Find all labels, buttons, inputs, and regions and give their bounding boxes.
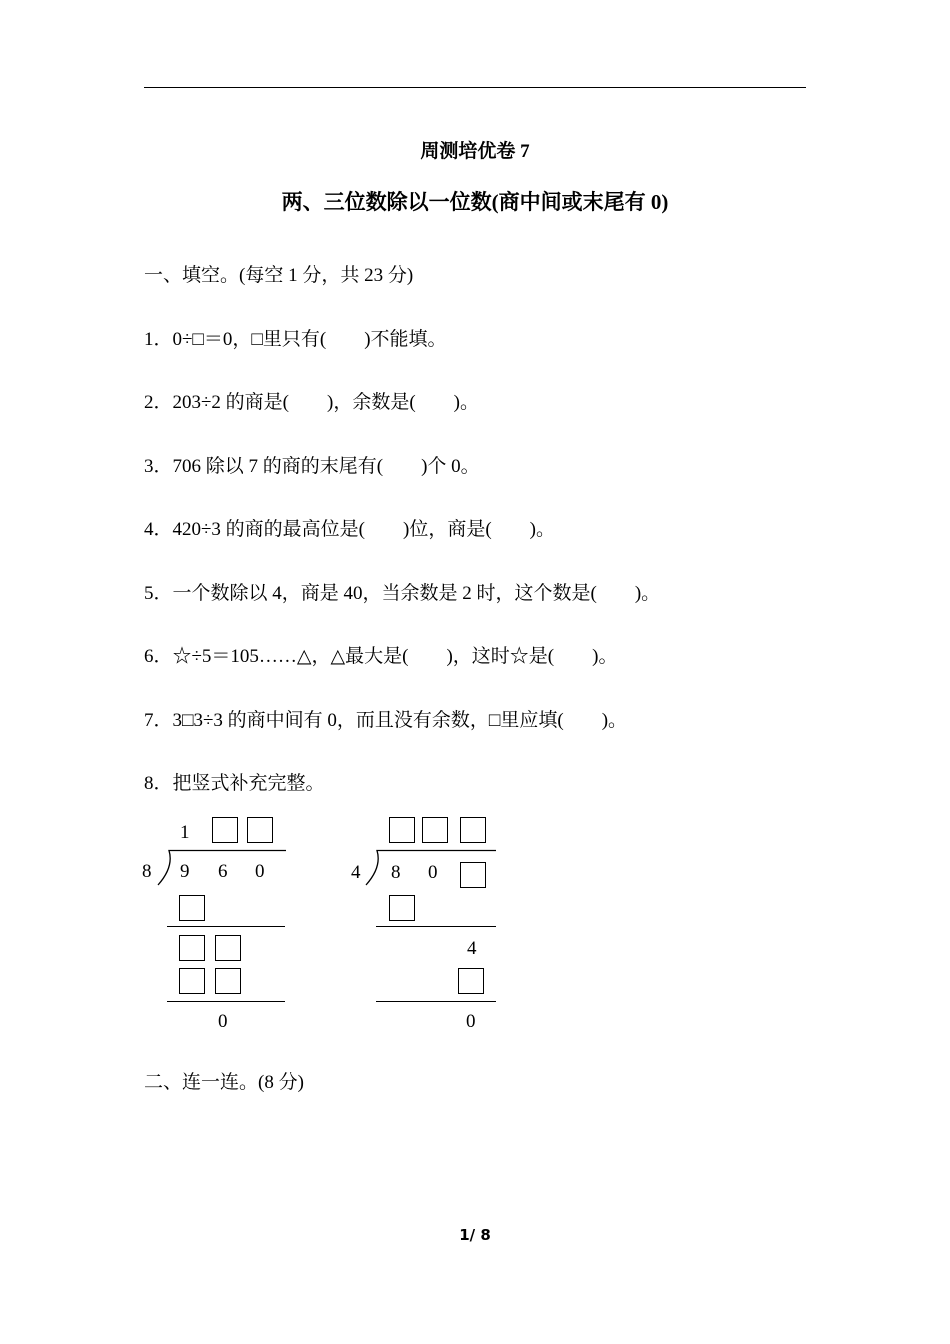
divisor: 4 <box>351 862 361 883</box>
answer-box[interactable] <box>458 968 484 994</box>
dividend-digit: 9 <box>180 861 190 882</box>
answer-box[interactable] <box>179 968 205 994</box>
division-line <box>376 1001 496 1002</box>
answer-box[interactable] <box>179 895 205 921</box>
answer-box[interactable] <box>247 817 273 843</box>
division-line <box>376 926 496 927</box>
divisor: 8 <box>142 861 152 882</box>
page-title: 周测培优卷 7 <box>420 141 530 162</box>
answer-box[interactable] <box>212 817 238 843</box>
question-6: 6．☆÷5＝105……△，△最大是( )，这时☆是( )。 <box>144 646 618 667</box>
dividend-digit: 0 <box>255 861 265 882</box>
question-5: 5．一个数除以 4，商是 40，当余数是 2 时，这个数是( )。 <box>144 583 661 604</box>
dividend-digit: 8 <box>391 862 401 883</box>
answer-box[interactable] <box>389 895 415 921</box>
answer-box[interactable] <box>422 817 448 843</box>
question-1: 1．0÷□＝0，□里只有( )不能填。 <box>144 329 447 350</box>
section2-heading: 二、连一连。(8 分) <box>144 1072 304 1093</box>
question-3: 3．706 除以 7 的商的末尾有( )个 0。 <box>144 456 480 477</box>
dividend-digit: 0 <box>428 862 438 883</box>
answer-box[interactable] <box>215 935 241 961</box>
step-digit: 4 <box>467 938 477 959</box>
question-7: 7．3□3÷3 的商中间有 0，而且没有余数，□里应填( )。 <box>144 710 628 731</box>
question-2: 2．203÷2 的商是( )，余数是( )。 <box>144 392 479 413</box>
dividend-digit: 6 <box>218 861 228 882</box>
header-rule <box>144 87 806 88</box>
answer-box[interactable] <box>179 935 205 961</box>
answer-box[interactable] <box>460 862 486 888</box>
quotient-digit: 1 <box>180 822 190 843</box>
page-subtitle: 两、三位数除以一位数(商中间或末尾有 0) <box>281 190 669 214</box>
page-number: 1/ 8 <box>459 1226 491 1244</box>
remainder: 0 <box>466 1011 476 1032</box>
remainder: 0 <box>218 1011 228 1032</box>
division-line <box>167 926 285 927</box>
answer-box[interactable] <box>389 817 415 843</box>
answer-box[interactable] <box>215 968 241 994</box>
division-line <box>167 1001 285 1002</box>
section1-heading: 一、填空。(每空 1 分，共 23 分) <box>144 265 414 286</box>
question-8: 8．把竖式补充完整。 <box>144 773 325 794</box>
question-4: 4．420÷3 的商的最高位是( )位，商是( )。 <box>144 519 555 540</box>
answer-box[interactable] <box>460 817 486 843</box>
